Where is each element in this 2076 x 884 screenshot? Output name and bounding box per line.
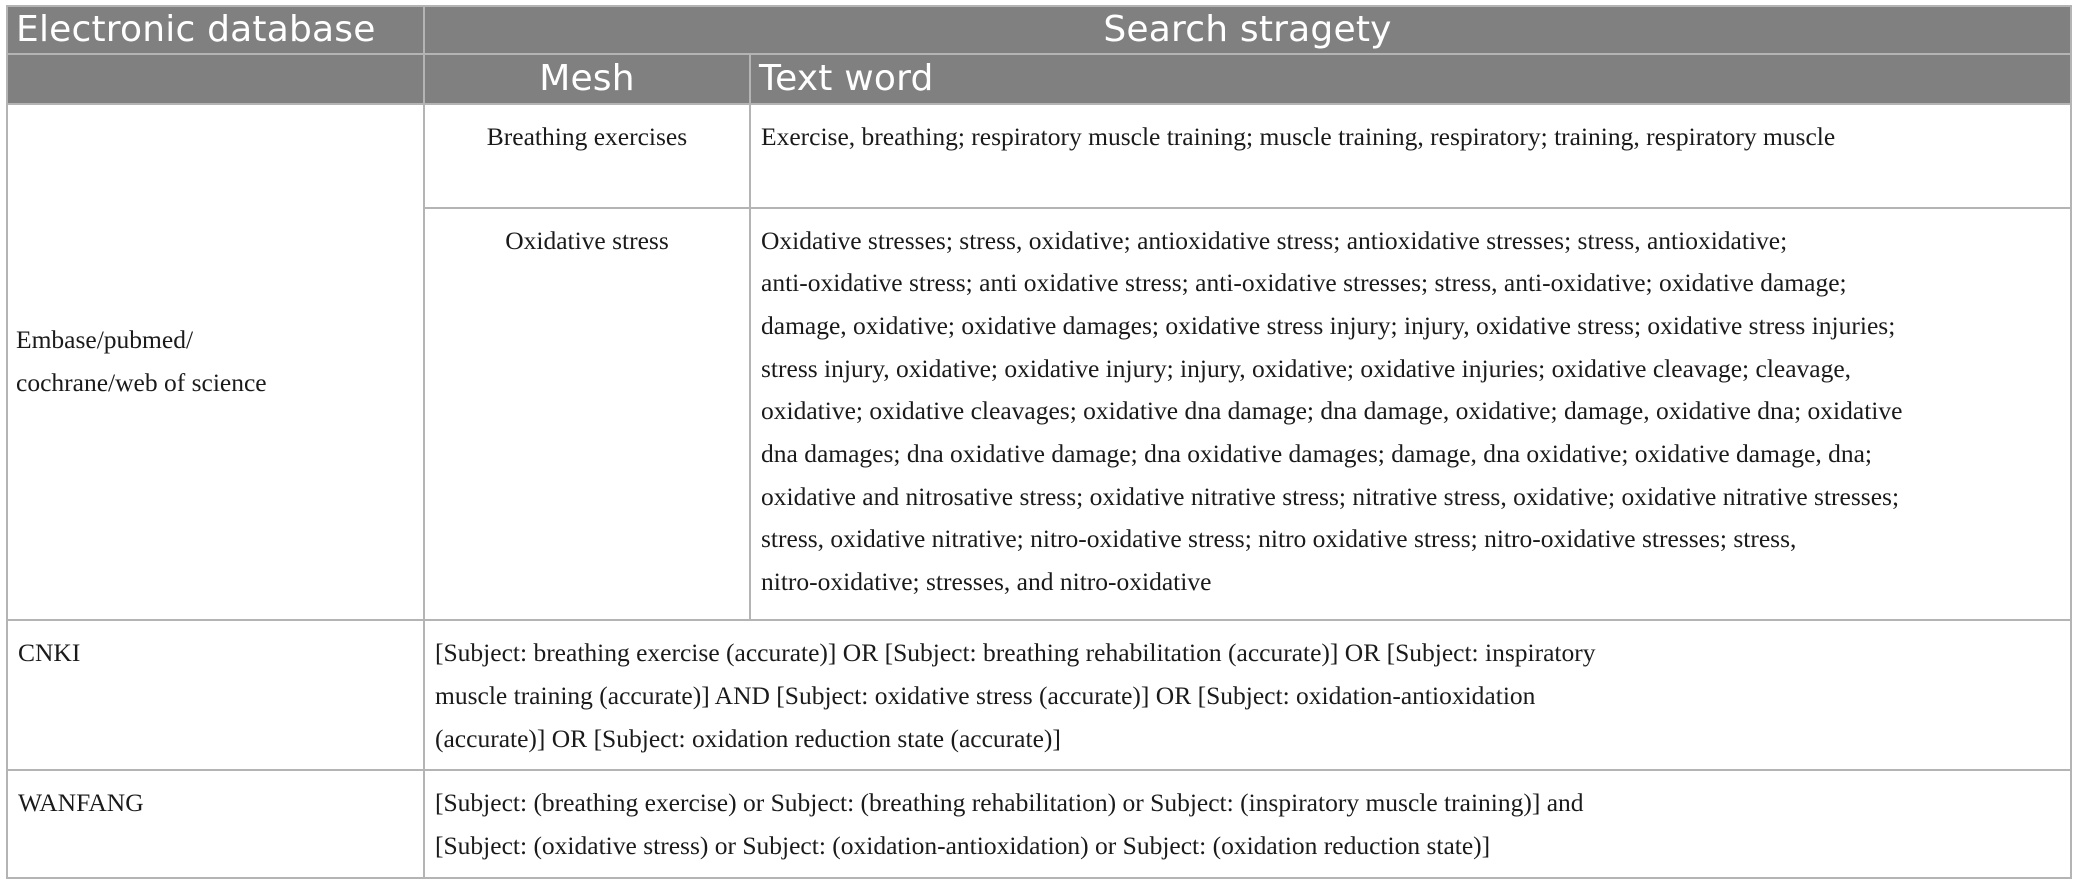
- header-row-2: [7, 54, 2071, 104]
- header-blank-cell: [7, 54, 424, 104]
- header-electronic-database: Electronic database: [7, 6, 424, 54]
- row-cnki: [7, 620, 2071, 770]
- header-text-word: Text word: [750, 54, 2071, 104]
- text-line: muscle training (accurate)] AND [Subject: oxidative stress (accurate)] OR [Subject: oxidation-antioxidation: [435, 681, 1536, 711]
- row-breathing-exercises: [7, 104, 2071, 208]
- text-line: damage, oxidative; oxidative damages; oxidative stress injury; injury, oxidative stress; oxidative stress injuries;: [761, 310, 1896, 340]
- text-line: anti-oxidative stress; anti oxidative stress; anti-oxidative stresses; stress, anti-oxidative; oxidative damage;: [761, 268, 1847, 298]
- header-mesh: Mesh: [424, 54, 750, 104]
- text-line: Oxidative stresses; stress, oxidative; antioxidative stress; antioxidative stresses; stress, antioxidative;: [761, 225, 1788, 255]
- text-line: nitro-oxidative; stresses, and nitro-oxidative: [761, 567, 1212, 597]
- database-wanfang: WANFANG: [7, 770, 424, 878]
- text-line: oxidative; oxidative cleavages; oxidative dna damage; dna damage, oxidative; damage, oxidative dna; oxidative: [761, 396, 1903, 426]
- text-line: dna damages; dna oxidative damage; dna oxidative damages; damage, dna oxidative; oxidative damage, dna;: [761, 439, 1872, 469]
- database-line: Embase/pubmed/: [16, 325, 194, 355]
- text-line: oxidative and nitrosative stress; oxidative nitrative stress; nitrative stress, oxidative; oxidative nitrative stresses;: [761, 481, 1900, 511]
- database-cnki: CNKI: [7, 620, 424, 770]
- header-row-1: [7, 6, 2071, 54]
- mesh-breathing-exercises: Breathing exercises: [424, 104, 750, 208]
- text-line: stress, oxidative nitrative; nitro-oxidative stress; nitro oxidative stress; nitro-oxidative stresses; stress,: [761, 524, 1797, 554]
- row-wanfang: [7, 770, 2071, 878]
- text-word-oxidative: [750, 208, 2071, 621]
- search-strategy-table: [6, 5, 2072, 879]
- mesh-oxidative-stress: Oxidative stress: [424, 208, 750, 621]
- database-line: cochrane/web of science: [16, 367, 267, 397]
- database-embase-cell: [7, 104, 424, 621]
- text-line: (accurate)] OR [Subject: oxidation reduction state (accurate)]: [435, 723, 1061, 753]
- text-line: stress injury, oxidative; oxidative injury; injury, oxidative; oxidative injuries; oxidative cleavage; cleavage,: [761, 353, 1852, 383]
- text-line: [Subject: breathing exercise (accurate)] OR [Subject: breathing rehabilitation (accurate)] OR [Subject: inspiratory: [435, 638, 1596, 668]
- text-line: [Subject: (breathing exercise) or Subject: (breathing rehabilitation) or Subject: (inspiratory muscle training)] and: [435, 787, 1584, 817]
- strategy-wanfang: [424, 770, 2071, 878]
- header-search-strategy: Search stragety: [424, 6, 2071, 54]
- text-line: [Subject: (oxidative stress) or Subject: (oxidation-antioxidation) or Subject: (oxidation reduction state)]: [435, 830, 1491, 860]
- text-word-breathing: Exercise, breathing; respiratory muscle training; muscle training, respiratory; training, respiratory muscle: [750, 104, 2071, 208]
- strategy-cnki: [424, 620, 2071, 770]
